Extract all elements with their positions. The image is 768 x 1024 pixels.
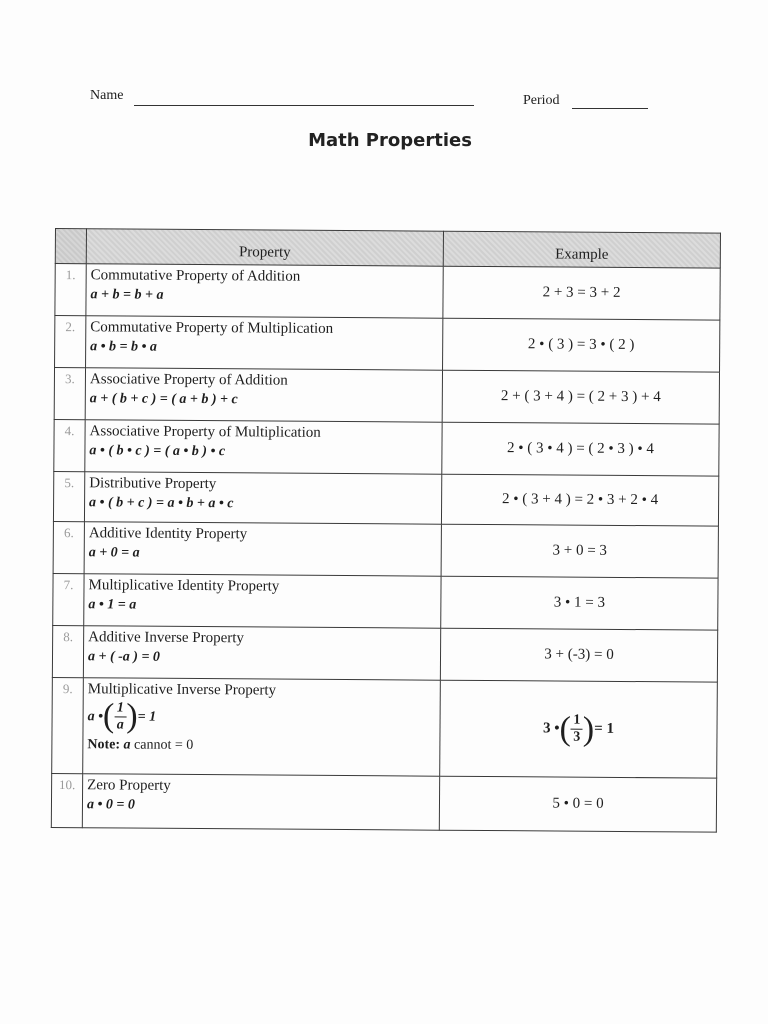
fraction-denominator: 3	[573, 729, 581, 745]
inverse-example	[543, 712, 614, 746]
property-formula: a • b = b • a	[90, 339, 158, 355]
property-cell	[86, 264, 443, 318]
property-cell	[85, 420, 442, 474]
formula-lhs: a •	[87, 708, 104, 724]
property-name: Zero Property	[87, 777, 171, 794]
example-cell: 2 • ( 3 • 4 ) = ( 2 • 3 ) • 4	[442, 422, 719, 476]
property-cell	[85, 368, 442, 422]
table-row	[53, 521, 718, 578]
property-name: Distributive Property	[89, 475, 217, 493]
example-cell: 2 + ( 3 + 4 ) = ( 2 + 3 ) + 4	[442, 370, 719, 424]
example-cell	[440, 680, 718, 778]
row-number: 5.	[53, 471, 84, 521]
property-name: Commutative Property of Multiplication	[90, 319, 334, 337]
table-row	[55, 316, 720, 373]
name-blank-line	[134, 105, 474, 106]
right-paren: )	[126, 697, 138, 735]
property-formula: a • 0 = 0	[86, 797, 135, 813]
property-name: Multiplicative Inverse Property	[87, 681, 277, 699]
property-formula: a + b = b + a	[90, 287, 164, 303]
example-column-header: Example	[443, 231, 720, 268]
fraction-denominator: a	[116, 716, 124, 732]
example-fraction	[571, 713, 583, 746]
property-name: Associative Property of Multiplication	[89, 423, 321, 441]
property-formula: a • ( b + c ) = a • b + a • c	[89, 495, 234, 512]
table-row	[54, 419, 719, 476]
table-row	[55, 264, 720, 321]
inverse-formula	[87, 699, 156, 733]
formula-fraction	[114, 700, 126, 733]
example-cell: 2 + 3 = 3 + 2	[443, 266, 720, 320]
table-row	[52, 625, 717, 682]
note-label: Note:	[87, 737, 121, 753]
example-cell: 2 • ( 3 + 4 ) = 2 • 3 + 2 • 4	[441, 474, 718, 526]
example-cell: 5 • 0 = 0	[439, 776, 716, 832]
page-title: Math Properties	[308, 130, 472, 151]
name-label: Name	[90, 88, 124, 103]
row-number: 1.	[55, 264, 86, 316]
row-number: 10.	[51, 773, 82, 827]
properties-table	[51, 228, 720, 833]
property-name: Associative Property of Addition	[89, 371, 288, 389]
row-number: 3.	[54, 368, 85, 420]
table-row	[53, 471, 718, 526]
property-cell	[84, 522, 441, 576]
row-number: 7.	[53, 573, 84, 625]
fraction-numerator: 1	[116, 699, 124, 715]
example-cell: 3 + (-3) = 0	[440, 628, 717, 682]
example-rhs: = 1	[594, 720, 615, 737]
table-row	[52, 677, 718, 778]
row-number: 4.	[54, 419, 85, 471]
property-cell	[84, 574, 441, 628]
property-name: Additive Inverse Property	[88, 629, 244, 647]
property-cell	[82, 774, 439, 830]
inverse-note	[87, 735, 435, 756]
property-name: Commutative Property of Addition	[90, 267, 301, 285]
property-formula: a + ( -a ) = 0	[87, 649, 161, 665]
example-cell: 3 • 1 = 3	[441, 576, 718, 630]
property-name: Multiplicative Identity Property	[88, 577, 280, 595]
property-cell	[83, 678, 441, 776]
example-cell: 3 + 0 = 3	[441, 524, 718, 578]
property-cell	[86, 316, 443, 370]
table-row	[54, 368, 719, 425]
right-paren: )	[582, 710, 595, 748]
row-number: 9.	[52, 677, 84, 773]
table-header-row	[55, 229, 720, 269]
example-lhs: 3 •	[542, 720, 560, 737]
property-formula: a + ( b + c ) = ( a + b ) + c	[89, 391, 238, 408]
property-column-header: Property	[86, 229, 443, 266]
left-paren: (	[559, 710, 571, 748]
row-number: 2.	[55, 316, 86, 368]
note-text: cannot = 0	[133, 737, 194, 753]
period-blank-line	[572, 108, 648, 109]
property-cell	[84, 472, 441, 524]
row-number: 8.	[52, 625, 83, 677]
property-name: Additive Identity Property	[88, 525, 248, 543]
left-paren: (	[102, 697, 115, 735]
property-cell	[83, 626, 440, 680]
example-cell: 2 • ( 3 ) = 3 • ( 2 )	[443, 318, 720, 372]
table-row	[53, 573, 718, 630]
property-formula	[87, 699, 435, 735]
property-formula: a • ( b • c ) = ( a • b ) • c	[89, 443, 226, 460]
table-row	[51, 773, 716, 832]
number-column-header	[55, 229, 86, 264]
period-label: Period	[523, 93, 560, 108]
note-variable: a	[123, 737, 131, 753]
row-number: 6.	[53, 521, 84, 573]
property-formula: a • 1 = a	[88, 597, 137, 613]
formula-rhs: = 1	[137, 709, 157, 725]
property-formula: a + 0 = a	[88, 545, 140, 561]
fraction-numerator: 1	[573, 712, 581, 728]
